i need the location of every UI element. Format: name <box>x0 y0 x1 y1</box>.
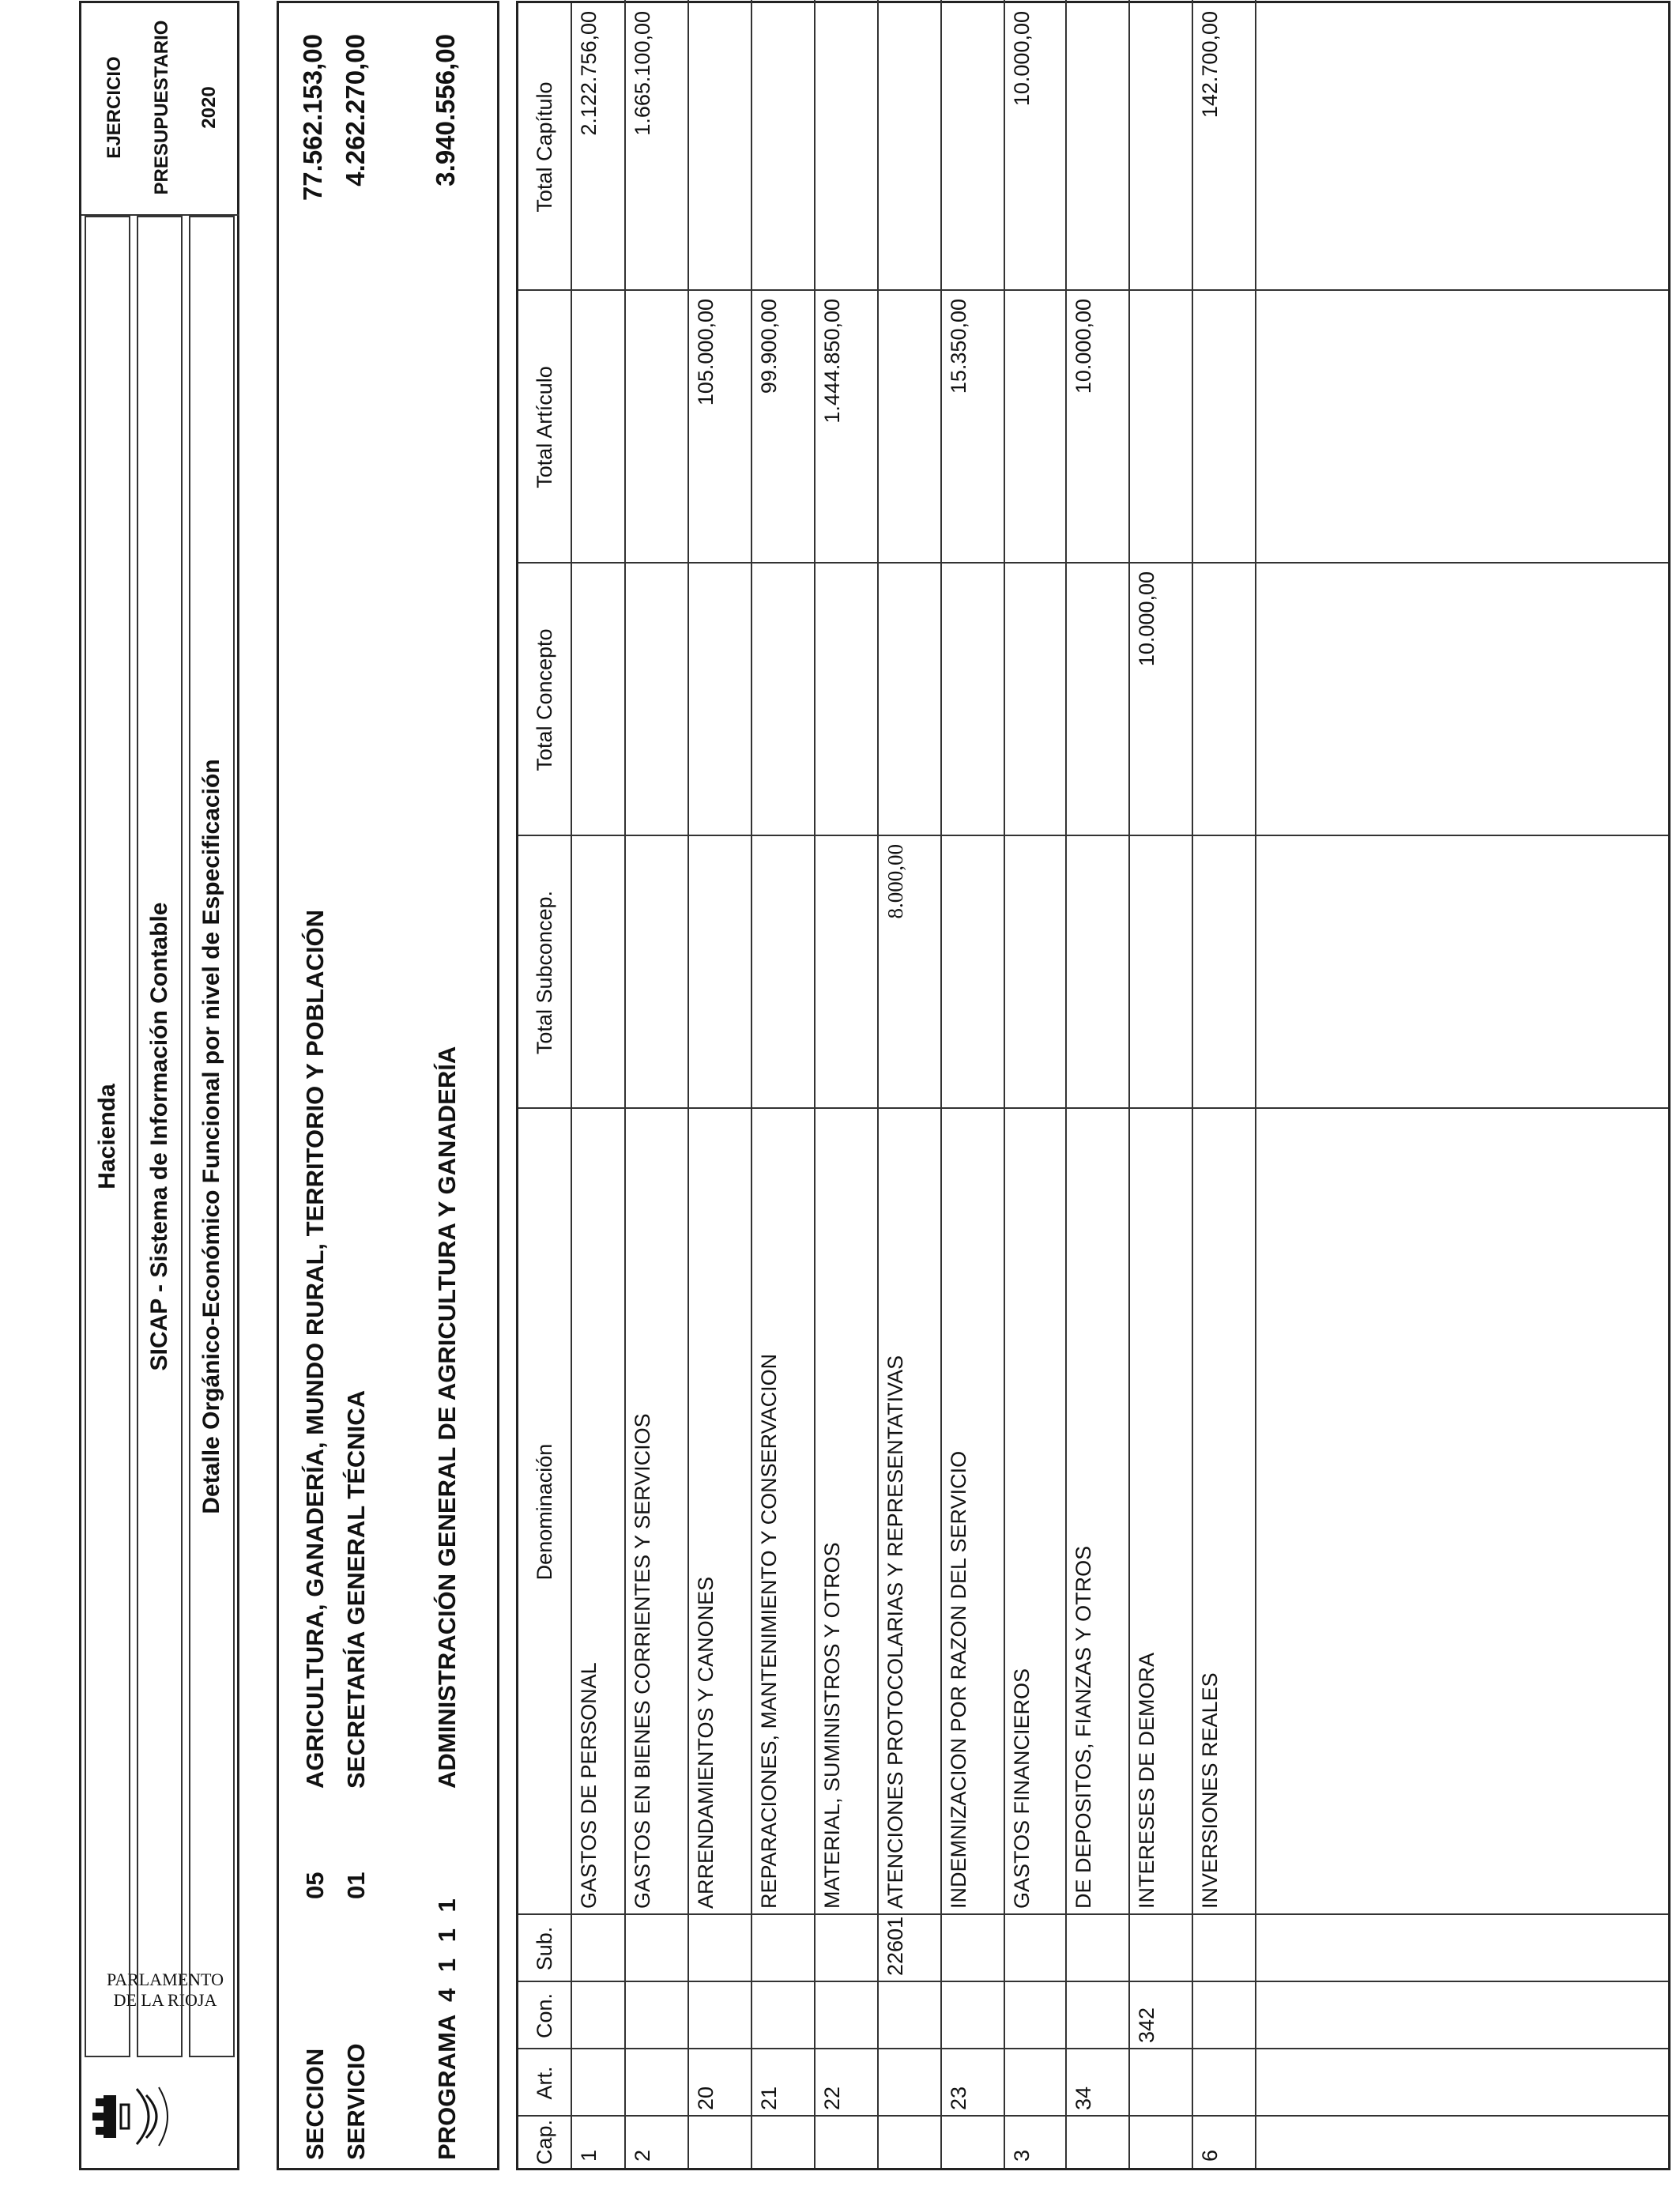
seccion-code: 05 <box>301 1872 329 1899</box>
organic-info <box>277 1 499 2170</box>
cell-den: GASTOS DE PERSONAL <box>577 1662 601 1909</box>
cell-ta: 10.000,00 <box>1072 299 1095 394</box>
servicio-total: 4.262.270,00 <box>341 34 370 187</box>
cell-tcap: 10.000,00 <box>1010 11 1034 107</box>
cell-ta: 99.900,00 <box>757 299 781 394</box>
cell-sub: 22601 <box>883 1916 907 1976</box>
parliament-logo <box>89 2081 232 2152</box>
seccion-name: AGRICULTURA, GANADERÍA, MUNDO RURAL, TERRITORIO Y POBLACIÓN <box>301 910 329 1789</box>
cell-cap: 1 <box>577 2149 601 2162</box>
row-divider <box>940 0 942 2168</box>
budget-year: 2020 <box>198 86 220 129</box>
col-sub: Sub. <box>533 1926 556 1971</box>
cell-ts: 8.000,00 <box>883 844 907 919</box>
cell-ta: 15.350,00 <box>947 299 970 394</box>
cell-tcap: 1.665.100,00 <box>631 11 654 136</box>
ejercicio-label: EJERCICIO <box>104 56 125 159</box>
header-org: Hacienda <box>85 216 130 2057</box>
row-divider <box>1255 0 1256 2168</box>
header-report: Detalle Orgánico-Económico Funcional por nivel de Especificación <box>189 216 235 2057</box>
cell-den: INTERESES DE DEMORA <box>1135 1652 1158 1909</box>
servicio-label: SERVICIO <box>342 2043 370 2160</box>
cell-cap: 6 <box>1198 2149 1222 2162</box>
cell-art: 21 <box>757 2086 781 2110</box>
cell-den: REPARACIONES, MANTENIMIENTO Y CONSERVACION <box>757 1353 781 1909</box>
row-divider <box>687 0 689 2168</box>
cell-den: INDEMNIZACION POR RAZON DEL SERVICIO <box>947 1450 970 1909</box>
row-divider <box>814 0 816 2168</box>
seccion-total: 77.562.153,00 <box>298 34 327 202</box>
col-capitulo: Total Capítulo <box>533 81 556 213</box>
servicio-code: 01 <box>342 1872 370 1899</box>
cell-art: 23 <box>947 2086 970 2110</box>
programa-code: 4 1 1 1 <box>433 1894 461 2002</box>
col-articulo: Total Artículo <box>533 366 556 488</box>
row-divider <box>1128 0 1130 2168</box>
col-subconcep: Total Subconcep. <box>533 890 556 1055</box>
cell-den: ARRENDAMIENTOS Y CANONES <box>694 1576 718 1909</box>
seccion-label: SECCION <box>301 2048 329 2160</box>
col-concepto: Total Concepto <box>533 628 556 771</box>
row-divider <box>877 0 879 2168</box>
cell-den: INVERSIONES REALES <box>1198 1672 1222 1909</box>
cell-den: MATERIAL, SUMINISTROS Y OTROS <box>820 1542 844 1909</box>
col-con: Con. <box>533 1992 556 2039</box>
budget-table <box>516 1 1671 2170</box>
cell-den: GASTOS FINANCIEROS <box>1010 1668 1034 1909</box>
crown-crest-icon <box>89 2081 208 2152</box>
cell-cap: 2 <box>631 2149 654 2162</box>
cell-tcap: 142.700,00 <box>1198 11 1222 119</box>
cell-ta: 105.000,00 <box>694 299 718 406</box>
row-divider <box>1065 0 1067 2168</box>
cell-den: DE DEPOSITOS, FIANZAS Y OTROS <box>1072 1545 1095 1909</box>
logo-line-1: PARLAMENTO <box>107 1970 224 1989</box>
cell-cap: 3 <box>1010 2149 1034 2162</box>
col-denominacion: Denominación <box>533 1443 556 1581</box>
row-divider <box>1004 0 1005 2168</box>
cell-art: 20 <box>694 2086 718 2110</box>
col-art: Art. <box>533 2066 556 2100</box>
cell-con: 342 <box>1135 2007 1158 2043</box>
cell-den: ATENCIONES PROTOCOLARIAS Y REPRESENTATIVAS <box>883 1355 907 1909</box>
cell-tcap: 2.122.756,00 <box>577 11 601 136</box>
logo-line-2: DE LA RIOJA <box>113 1990 217 2010</box>
cell-ta: 1.444.850,00 <box>820 299 844 424</box>
presupuestario-label: PRESUPUESTARIO <box>151 20 172 195</box>
cell-art: 22 <box>820 2086 844 2110</box>
cell-tc: 10.000,00 <box>1135 571 1158 667</box>
row-divider <box>1192 0 1193 2168</box>
ejercicio-block <box>81 1 239 216</box>
header-system: SICAP - Sistema de Información Contable <box>137 216 183 2057</box>
programa-label: PROGRAMA <box>433 2014 461 2160</box>
programa-name: ADMINISTRACIÓN GENERAL DE AGRICULTURA Y GANADERÍA <box>433 1046 461 1789</box>
servicio-name: SECRETARÍA GENERAL TÉCNICA <box>342 1389 370 1789</box>
col-cap: Cap. <box>533 2119 556 2166</box>
row-divider <box>624 0 626 2168</box>
cell-den: GASTOS EN BIENES CORRIENTES Y SERVICIOS <box>631 1413 654 1909</box>
cell-art: 34 <box>1072 2086 1095 2110</box>
report-header <box>79 1 239 2170</box>
programa-total: 3.940.556,00 <box>431 34 460 187</box>
row-divider <box>751 0 752 2168</box>
